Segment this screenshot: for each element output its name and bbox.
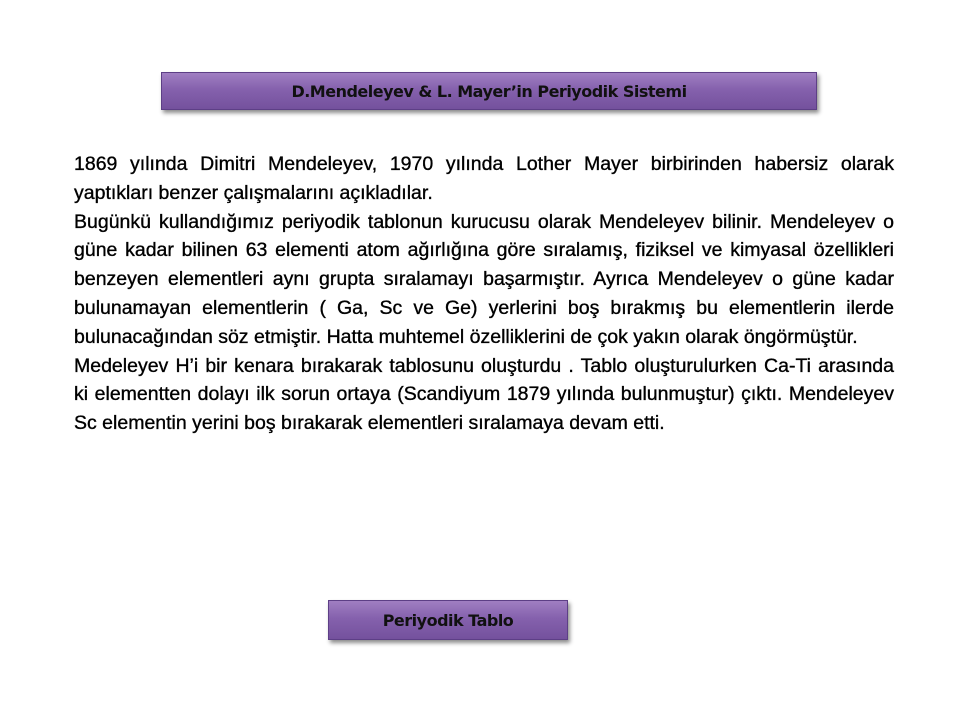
periyodik-tablo-button-label: Periyodik Tablo (382, 610, 514, 630)
paragraph-mendeleyev: Bugünkü kullandığımız periyodik tablonun kurucusu olarak Mendeleyev bilinir. Mendeleyev o güne kadar bilinen 63 elementi atom ağırlığına göre sıralamış, fiziksel ve kimyasal özellikleri benzeyen elementleri aynı grupta sıralamayı başarmıştır. Ayrıca Mendeleyev o güne kadar bulunamayan elementlerin ( Ga, Sc ve Ge) yerlerini boş bırakmış bu elementlerin ilerde bulunacağından söz etmiştir. Hatta muhtemel özelliklerini de çok yakın olarak öngörmüştür. (74, 210, 894, 348)
title-banner (161, 72, 817, 110)
body-text (74, 150, 894, 438)
paragraph-intro: 1869 yılında Dimitri Mendeleyev, 1970 yılında Lother Mayer birbirinden habersiz olarak yaptıkları benzer çalışmalarını açıkladılar. (74, 153, 894, 204)
paragraph-table-construction: Medeleyev H’i bir kenara bırakarak tablosunu oluşturdu . Tablo oluşturulurken Ca-Ti arasında ki elementten dolayı ilk sorun ortaya (Scandiyum 1879 yılında bulunmuştur) çıktı. Mendeleyev Sc elementin yerini boş bırakarak elementleri sıralamaya devam etti. (74, 354, 894, 435)
periyodik-tablo-button[interactable] (328, 600, 568, 640)
slide-title: D.Mendeleyev & L. Mayer’in Periyodik Sistemi (291, 81, 687, 101)
